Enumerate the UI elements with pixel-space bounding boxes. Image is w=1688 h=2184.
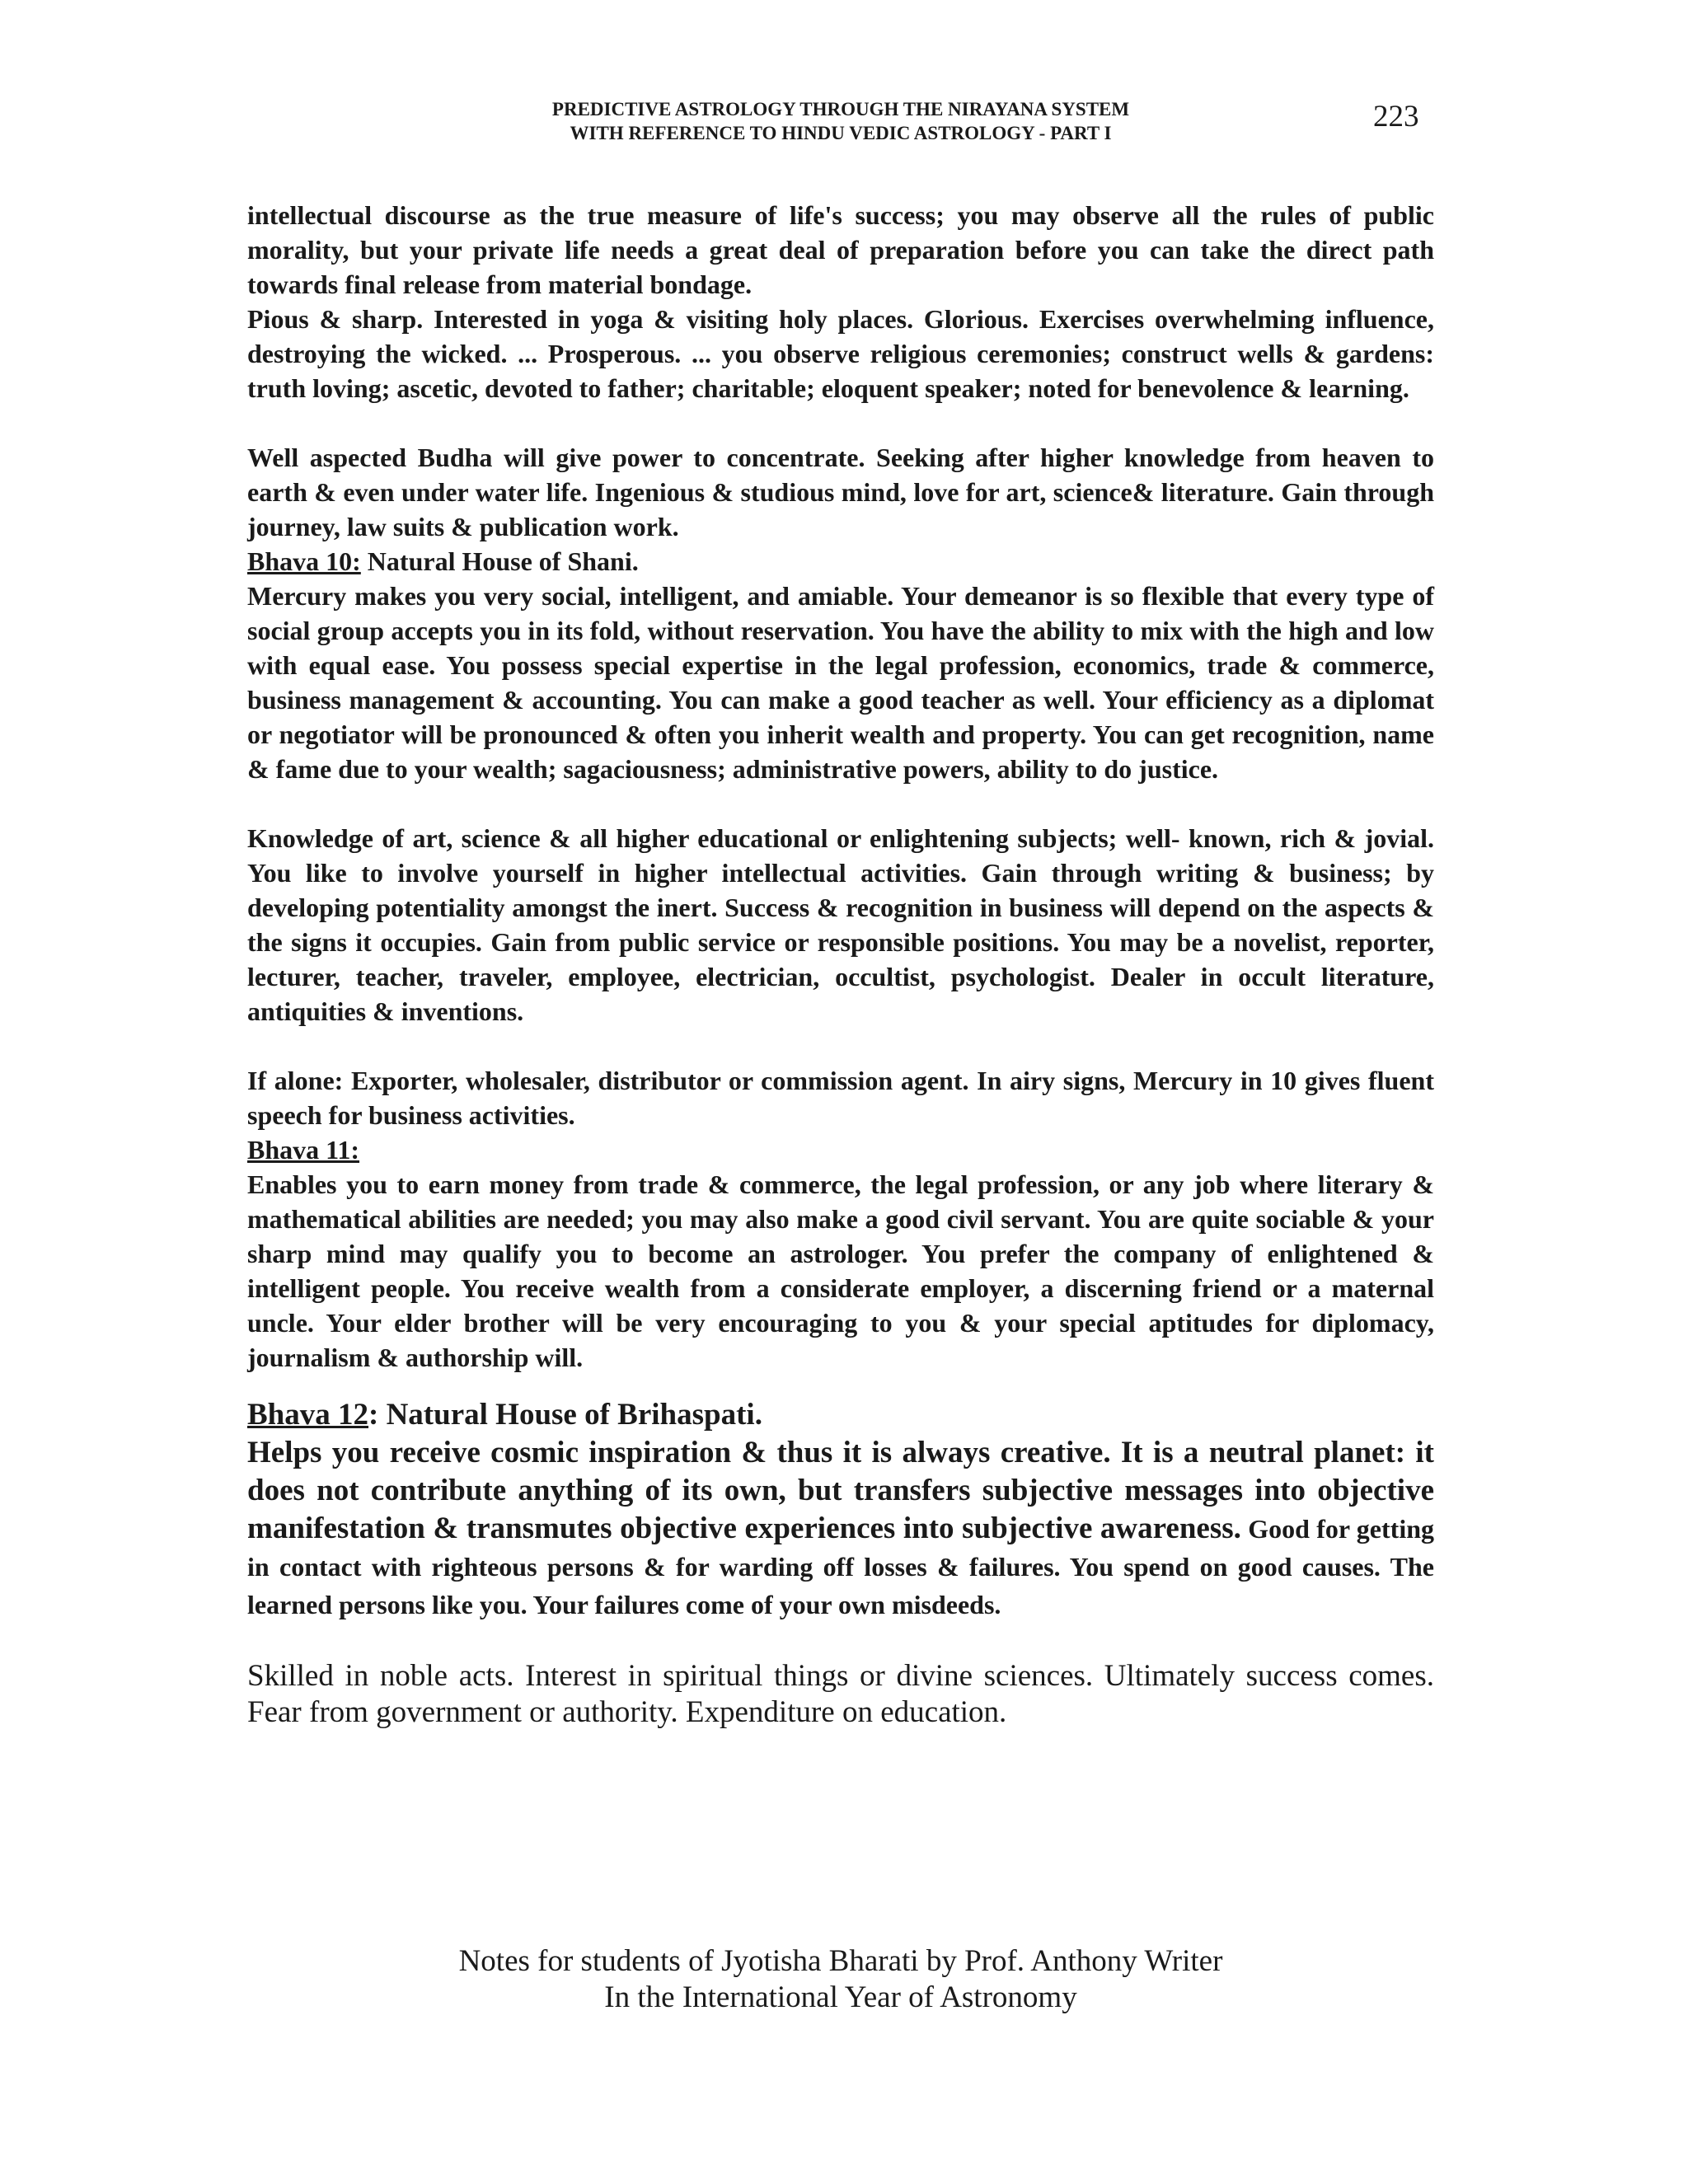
bhava-12-label: Bhava 12 [247,1398,369,1432]
page-footer [247,1943,1434,2016]
running-header [247,97,1434,145]
paragraph-continuation: intellectual discourse as the true measure of life's success; you may observe all the rules of public morality, but your private life needs a great deal of preparation before you can take the direct path towards final release from material bondage. [247,200,1434,299]
page-body [247,198,1434,1731]
header-title-line-2: WITH REFERENCE TO HINDU VEDIC ASTROLOGY - PART I [570,123,1112,143]
bhava-10-title: Natural House of Shani. [360,546,639,576]
bhava-10-heading [247,544,1434,579]
paragraph-cosmic-inspiration [247,1434,1434,1624]
paragraph-mercury-social: Mercury makes you very social, intelligent, and amiable. Your demeanor is so flexible that every type of social group accepts you in its fold, without reservation. You have the ability to mix with the high and low with equal ease. You possess special expertise in the legal profession, economics, trade & commerce, business management & accounting. You can make a good teacher as well. Your efficiency as a diplomat or negotiator will be pronounced & often you inherit wealth and property. You can get recognition, name & fame due to your wealth; sagaciousness; administrative powers, ability to do justice. [247,581,1434,784]
paragraph-noble-acts: Skilled in noble acts. Interest in spiritual things or divine sciences. Ultimately success comes. Fear from government or authority. Expenditure on education. [247,1659,1434,1729]
header-title-line-1: PREDICTIVE ASTROLOGY THROUGH THE NIRAYANA SYSTEM [551,99,1130,120]
paragraph-if-alone: If alone: Exporter, wholesaler, distributor or commission agent. In airy signs, Mercury in 10 gives fluent speech for business activities. [247,1066,1434,1130]
footer-line-2: In the International Year of Astronomy [604,1980,1077,2014]
paragraph-knowledge: Knowledge of art, science & all higher educational or enlightening subjects; well- known, rich & jovial. You like to involve yourself in higher intellectual activities. Gain through writing & business; by developing potentiality amongst the inert. Success & recognition in business will depend on the aspects & the signs it occupies. Gain from public service or responsible positions. You may be a novelist, reporter, lecturer, teacher, traveler, employee, electrician, occultist, psychologist. Dealer in occult literature, antiquities & inventions. [247,823,1434,1026]
bhava-10-label: Bhava 10: [247,546,361,576]
bhava-11-heading [247,1132,1434,1167]
bhava-11-label: Bhava 11: [247,1135,360,1165]
bhava-12-heading [247,1396,1434,1434]
paragraph-budha: Well aspected Budha will give power to concentrate. Seeking after higher knowledge from heaven to earth & even under water life. Ingenious & studious mind, love for art, science& literature. Gain through journey, law suits & publication work. [247,443,1434,541]
paragraph-pious: Pious & sharp. Interested in yoga & visiting holy places. Glorious. Exercises overwhelming influence, destroying the wicked. ... Prosperous. ... you observe religious ceremonies; construct wells & gardens: truth loving; ascetic, devoted to father; charitable; eloquent speaker; noted for benevolence & learning. [247,304,1434,403]
paragraph-cosmic-inspiration-rest: Good for getting in contact with righteous persons & for warding off losses & failures. You spend on good causes. The learned persons like you. Your failures come of your own misdeeds. [247,1514,1435,1619]
page-number: 223 [1373,100,1419,134]
footer-line-1: Notes for students of Jyotisha Bharati by Prof. Anthony Writer [458,1944,1223,1978]
bhava-12-title: : Natural House of Brihaspati. [368,1398,762,1432]
paragraph-cosmic-inspiration-large: Helps you receive cosmic inspiration & thus it is always creative. It is a neutral planet: it does not contribute anything of its own, but transfers subjective messages into objective manifestation & transmutes objective experiences into subjective awareness. [247,1436,1434,1545]
paragraph-trade-commerce: Enables you to earn money from trade & commerce, the legal profession, or any job where literary & mathematical abilities are needed; you may also make a good civil servant. You are quite sociable & your sharp mind may qualify you to become an astrologer. You prefer the company of enlightened & intelligent people. You receive wealth from a considerate employer, a discerning friend or a maternal uncle. Your elder brother will be very encouraging to you & your special aptitudes for diplomacy, journalism & authorship will. [247,1169,1434,1372]
